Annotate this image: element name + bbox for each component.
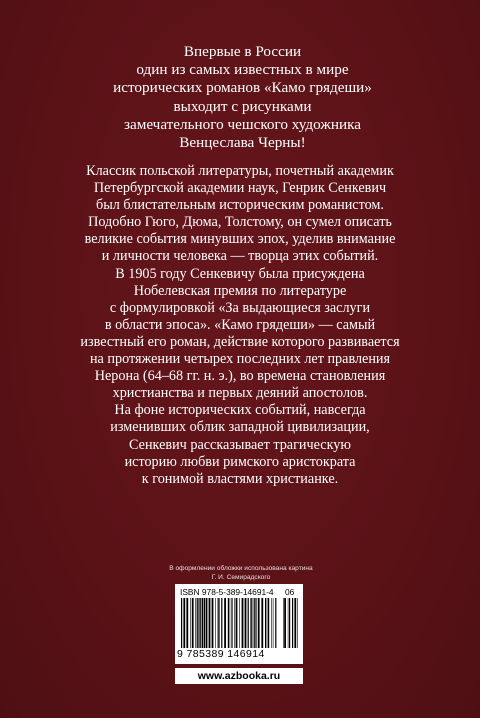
barcode-bar [261, 598, 263, 648]
intro-line: замечательного чешского художника [123, 115, 362, 133]
intro-line: Венцеслава Черны! [179, 134, 306, 152]
barcode-bar [273, 598, 274, 648]
description-line: Подобно Гюго, Дюма, Толстому, он сумел описать [88, 214, 392, 231]
barcode-bar [195, 598, 196, 648]
barcode-bar [190, 598, 191, 648]
barcode-bar [198, 598, 199, 648]
barcode-bar [218, 598, 219, 648]
description-text [60, 163, 420, 488]
barcode-bar [271, 598, 272, 648]
barcode-bar [197, 598, 198, 648]
barcode-bar [230, 598, 231, 648]
barcode-bar [200, 598, 201, 648]
barcode-bar [242, 598, 244, 648]
barcode-bar [294, 598, 296, 648]
barcode-bar [258, 598, 260, 648]
description-line: христианства и первых деяний апостолов. [112, 385, 368, 402]
barcode-bars [181, 598, 277, 648]
barcode-bar [245, 598, 247, 648]
description-line: с формулировкой «За выдающиеся заслуги [109, 299, 371, 316]
barcode-bar [284, 598, 286, 648]
barcode-bar [288, 598, 289, 648]
description-line: историю любви римского аристократа [124, 453, 356, 470]
description-line: известный его роман, действие которого развивается [80, 333, 400, 350]
description-line: в области эпоса». «Камо грядеши» — самый [104, 316, 376, 333]
barcode-bar [283, 598, 284, 648]
barcode-bar [228, 598, 229, 648]
barcode-bar [204, 598, 205, 648]
barcode-bar [265, 598, 266, 648]
barcode-bar [231, 598, 232, 648]
description-line: Петербургской академии наук, Генрик Сенкевич [93, 180, 387, 197]
description-line: Сенкевич рассказывает трагическую [129, 436, 351, 453]
description-line: изменивших облик западной цивилизации, [110, 419, 370, 436]
barcode-bar [212, 598, 214, 648]
barcode-bar [267, 598, 268, 648]
barcode-bar [251, 598, 252, 648]
publisher-website: www.azbooka.ru [175, 668, 303, 684]
description-line: На фоне исторических событий, навсегда [114, 402, 366, 419]
description-line: на протяжении четырех последних лет правления [89, 351, 391, 368]
description-line: Классик польской литературы, почетный академик [86, 163, 394, 179]
barcode-bar [215, 598, 216, 648]
description-line: В 1905 году Сенкевичу была присуждена [115, 265, 365, 282]
credit-line: Г. И. Семирадского [211, 573, 271, 581]
intro-line: исторических романов «Камо грядеши» [113, 79, 372, 97]
barcode-bar [248, 598, 249, 648]
description-line: Нобелевская премия по литературе [133, 282, 347, 299]
barcode-bar [183, 598, 185, 648]
barcode-bar [254, 598, 255, 648]
barcode-bar [292, 598, 293, 648]
barcode-bar [239, 598, 240, 648]
barcode-bar [250, 598, 251, 648]
barcode-bar [181, 598, 182, 648]
description-line: Нерона (64–68 гг. н. э.), во времена становления [94, 368, 386, 385]
intro-line: выходит с рисунками [173, 97, 312, 115]
description-line: к гонимой властями христианке. [141, 470, 339, 487]
isbn-label: ISBN 978-5-389-14691-4 [180, 587, 274, 597]
barcode-bar [192, 598, 194, 648]
description-line: был блистательным историческим романистом. [96, 197, 384, 214]
intro-announcement [100, 43, 385, 152]
barcode-bar [289, 598, 290, 648]
barcode-bar [255, 598, 256, 648]
barcode-bar [275, 598, 276, 648]
addon-label: 06 [285, 587, 295, 597]
barcode-bar [234, 598, 235, 648]
intro-line: один из самых известных в мире [136, 61, 349, 79]
description-line: и личности человека — творца этих событий. [101, 248, 379, 265]
barcode-bar [236, 598, 238, 648]
barcode-bar [209, 598, 211, 648]
barcode-bar [297, 598, 298, 648]
isbn-barcode [175, 584, 303, 664]
intro-line: Впервые в России [183, 43, 302, 60]
barcode-bar [206, 598, 208, 648]
barcode-bar [202, 598, 203, 648]
cover-art-credit [100, 565, 382, 582]
barcode-bar [268, 598, 269, 648]
ean-digits: 9 785389 146914 [177, 648, 265, 660]
barcode-bar [221, 598, 222, 648]
description-line: великие события минувших эпох, уделив внимание [84, 231, 396, 248]
barcode-bar [219, 598, 220, 648]
barcode-bar [224, 598, 226, 648]
barcode-bar [186, 598, 188, 648]
addon-barcode-bars [283, 598, 299, 648]
credit-line: В оформлении обложки использована картина [169, 565, 313, 572]
